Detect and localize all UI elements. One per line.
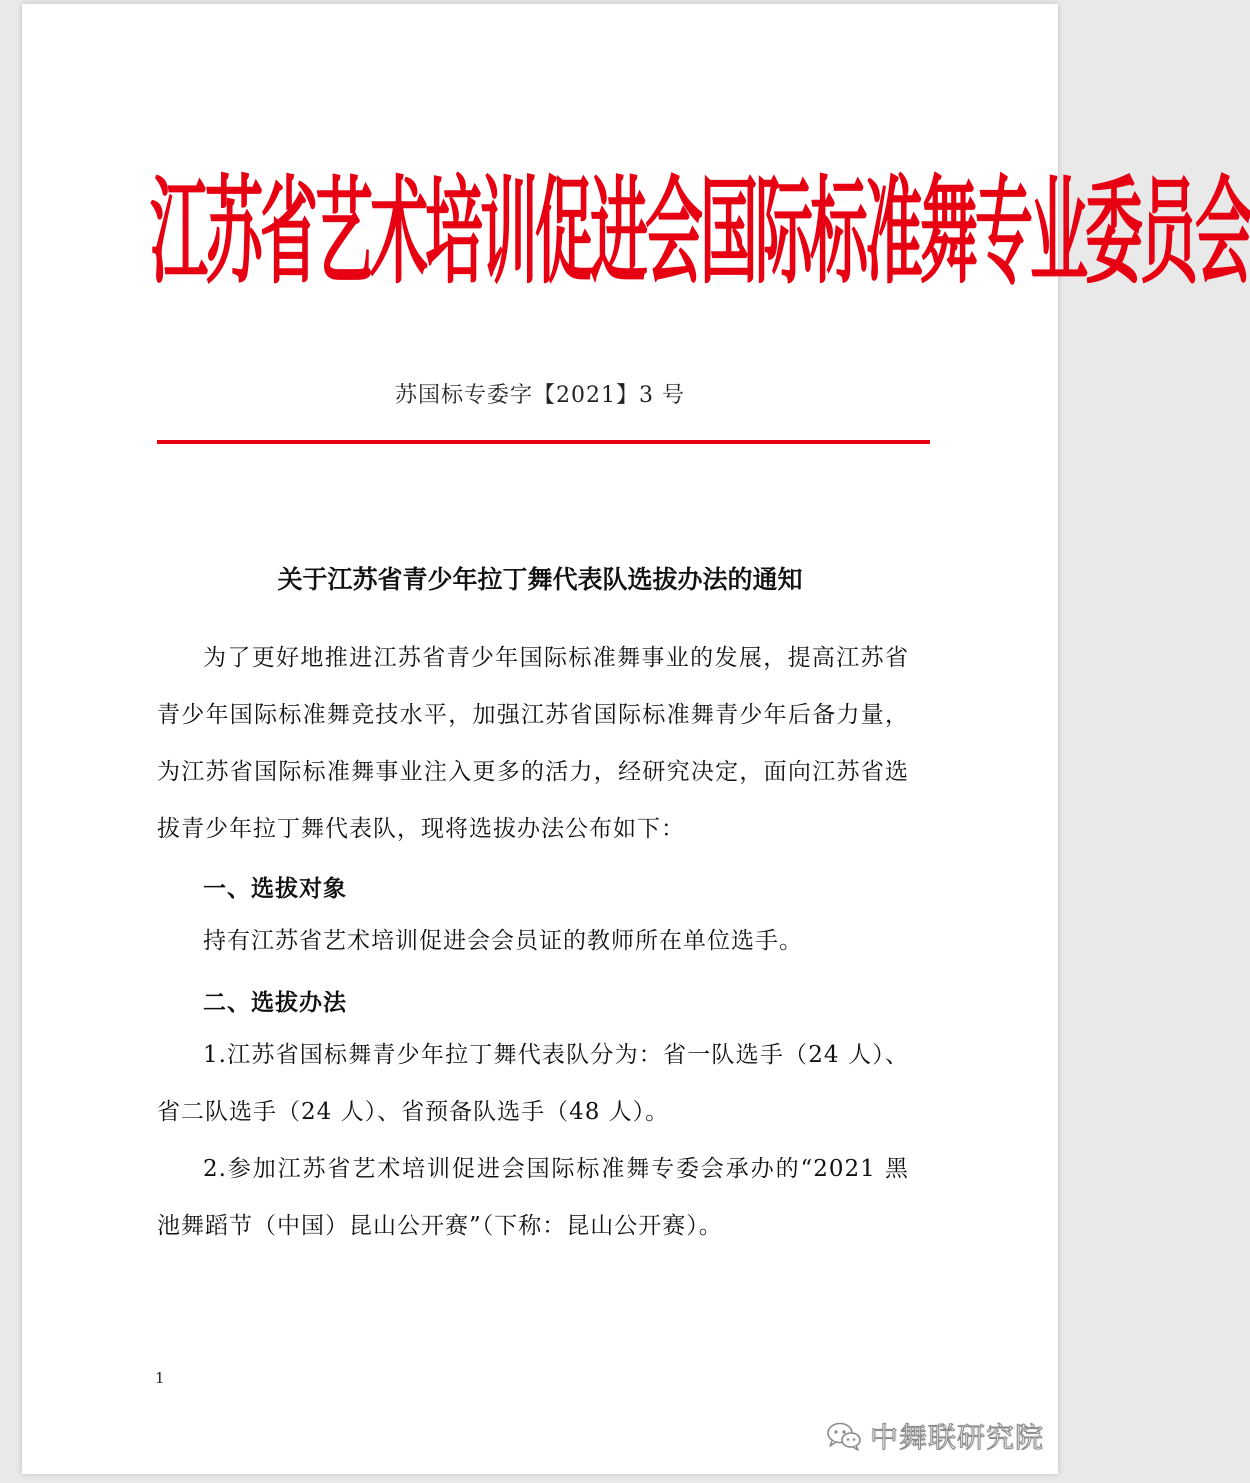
notice-title: 关于江苏省青少年拉丁舞代表队选拔办法的通知: [277, 565, 803, 594]
selection-target-paragraph: 持有江苏省艺术培训促进会会员证的教师所在单位选手。: [203, 928, 803, 954]
org-name-header: 江苏省艺术培训促进会国际标准舞专业委员会: [150, 164, 1250, 300]
watermark: [826, 1416, 1044, 1456]
intro-paragraph: 为了更好地推进江苏省青少年国际标准舞事业的发展，提高江苏省青少年国际标准舞竞技水平，加强江苏省国际标准舞青少年后备力量，为江苏省国际标准舞事业注入更多的活力，经研究决定，面向江苏省选拔青少年拉丁舞代表队，现将选拔办法公布如下：: [157, 645, 909, 842]
page-number: 1: [155, 1369, 165, 1387]
document-page: [22, 4, 1250, 1474]
rule-paragraph-2: 2.参加江苏省艺术培训促进会国际标准舞专委会承办的“2021 黑池舞蹈节（中国）昆山公开赛”（下称：昆山公开赛）。: [157, 1156, 909, 1239]
document-number: 苏国标专委字【2021】3 号: [395, 383, 685, 408]
watermark-text: 中舞联研究院: [870, 1421, 1045, 1454]
rule-paragraph-1: 1.江苏省国标舞青少年拉丁舞代表队分为：省一队选手（24 人）、省二队选手（24 人）、省预备队选手（48 人）。: [157, 1042, 909, 1125]
wechat-icon: [826, 1421, 862, 1451]
section-heading-selection-method: 二、选拔办法: [203, 990, 347, 1016]
red-divider: [157, 440, 930, 444]
section-heading-selection-target: 一、选拔对象: [203, 876, 347, 902]
